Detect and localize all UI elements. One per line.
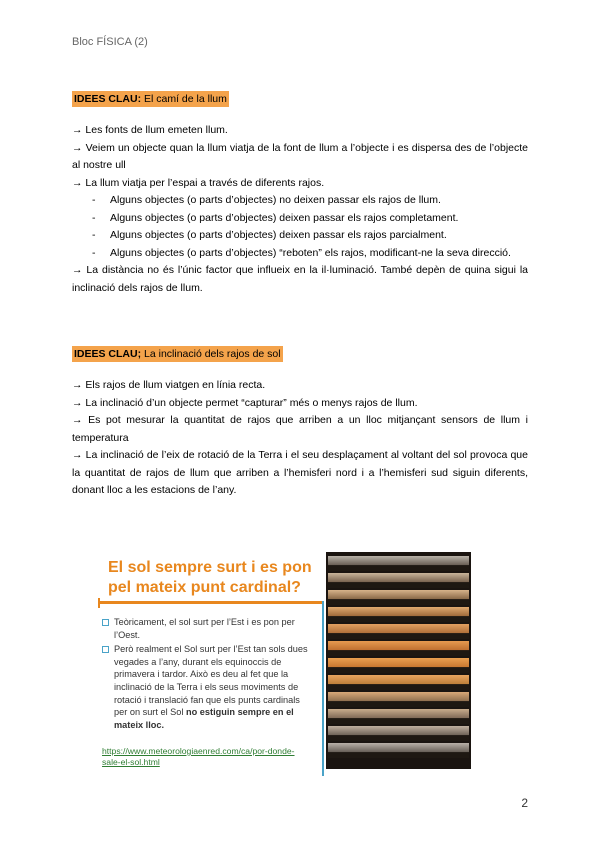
bullet-item: - Alguns objectes (o parts d’objectes) “reboten” els rajos, modificant-ne la seva direcció. — [92, 246, 511, 259]
bullet-text: Alguns objectes (o parts d’objectes) deixen passar els rajos parcialment. — [110, 229, 447, 241]
paragraph: → La inclinació de l’eix de rotació de la Terra i el seu desplaçament al voltant del sol provoca que la quantitat de rajos de llum que arriben a l’hemisferi nord i a l’hemisferi sud siguin diferents, donant lloc a les estacions de l’any. — [72, 449, 528, 496]
embedded-slide — [94, 546, 474, 776]
slide-title: El sol sempre surt i es pon pel mateix punt cardinal? — [108, 559, 312, 596]
section-heading-text: El camí de la llum — [141, 93, 227, 105]
paragraph: → Les fonts de llum emeten llum. — [72, 124, 228, 136]
slide-bullet-list — [100, 616, 314, 733]
paragraph: → La inclinació d’un objecte permet “capturar” més o menys rajos de llum. — [72, 396, 418, 409]
sunrise-frame — [328, 658, 469, 673]
bullet-item: - Alguns objectes (o parts d’objectes) deixen passar els rajos parcialment. — [92, 229, 447, 241]
sunrise-frame — [328, 692, 469, 707]
slide-divider — [322, 601, 324, 776]
slide-bullet-bold: no estiguin sempre en el mateix lloc. — [114, 707, 294, 730]
bullet-item: - Alguns objectes (o parts d’objectes) deixen passar els rajos completament. — [92, 211, 459, 224]
section-heading-bold: IDEES CLAU; — [74, 348, 142, 360]
page-number: 2 — [521, 796, 528, 810]
slide-bullet-item — [100, 643, 314, 731]
paragraph: → Els rajos de llum viatgen en línia recta. — [72, 379, 266, 391]
sunrise-frame — [328, 607, 469, 622]
page-header: Bloc FÍSICA (2) — [72, 36, 148, 48]
slide-title-rule — [98, 601, 322, 604]
paragraph: → Veiem un objecte quan la llum viatja de la font de llum a l’objecte i es dispersa des de l’objecte al nostre ull — [72, 141, 528, 171]
bullet-text: Alguns objectes (o parts d’objectes) no deixen passar els rajos de llum. — [110, 194, 441, 206]
sunrise-frame — [328, 556, 469, 571]
square-bullet-icon — [102, 619, 109, 626]
sunrise-frame — [328, 624, 469, 639]
sunrise-frame — [328, 641, 469, 656]
section-body-sun-inclination — [72, 377, 528, 500]
section-heading-light-path — [72, 91, 229, 107]
paragraph: → La llum viatja per l’espai a través de diferents rajos. — [72, 176, 325, 189]
sunrise-frame — [328, 573, 469, 588]
sunrise-frame — [328, 709, 469, 724]
section-body-light-path — [72, 122, 528, 297]
slide-bullet-text: Teòricament, el sol surt per l’Est i es pon per l’Oest. — [114, 617, 295, 640]
sunrise-frame — [328, 743, 469, 758]
section-heading-bold: IDEES CLAU: — [74, 93, 142, 105]
paragraph: → La distància no és l’únic factor que influeix en la il·luminació. També depèn de quina sigui la inclinació dels rajos de llum. — [72, 264, 528, 294]
sunrise-frame — [328, 675, 469, 690]
bullet-item: - Alguns objectes (o parts d’objectes) no deixen passar els rajos de llum. — [92, 194, 441, 206]
paragraph: → Es pot mesurar la quantitat de rajos que arriben a un lloc mitjançant sensors de llum i temperatura — [72, 414, 528, 444]
section-heading-text: La inclinació dels rajos de sol — [141, 348, 281, 360]
slide-source-link[interactable]: https://www.meteorologiaenred.com/ca/por-donde-sale-el-sol.html — [102, 746, 295, 767]
bullet-text: Alguns objectes (o parts d’objectes) “reboten” els rajos, modificant-ne la seva direcció. — [110, 246, 511, 259]
slide-bullet-text: Però realment el Sol surt per l’Est tan sols dues vegades a l’any, durant els equinoccis de primavera i tardor. Això es deu al fet que la inclinació de la Terra i els seus moviments de rotació i translació fan que els punts cardinals per on surt el Sol — [114, 644, 308, 718]
square-bullet-icon — [102, 646, 109, 653]
sunrise-photo-strip — [326, 552, 471, 769]
section-heading-sun-inclination — [72, 346, 283, 362]
bullet-text: Alguns objectes (o parts d’objectes) deixen passar els rajos completament. — [110, 211, 459, 224]
sunrise-frame — [328, 590, 469, 605]
sunrise-frame — [328, 726, 469, 741]
slide-bullet-item — [100, 616, 314, 641]
